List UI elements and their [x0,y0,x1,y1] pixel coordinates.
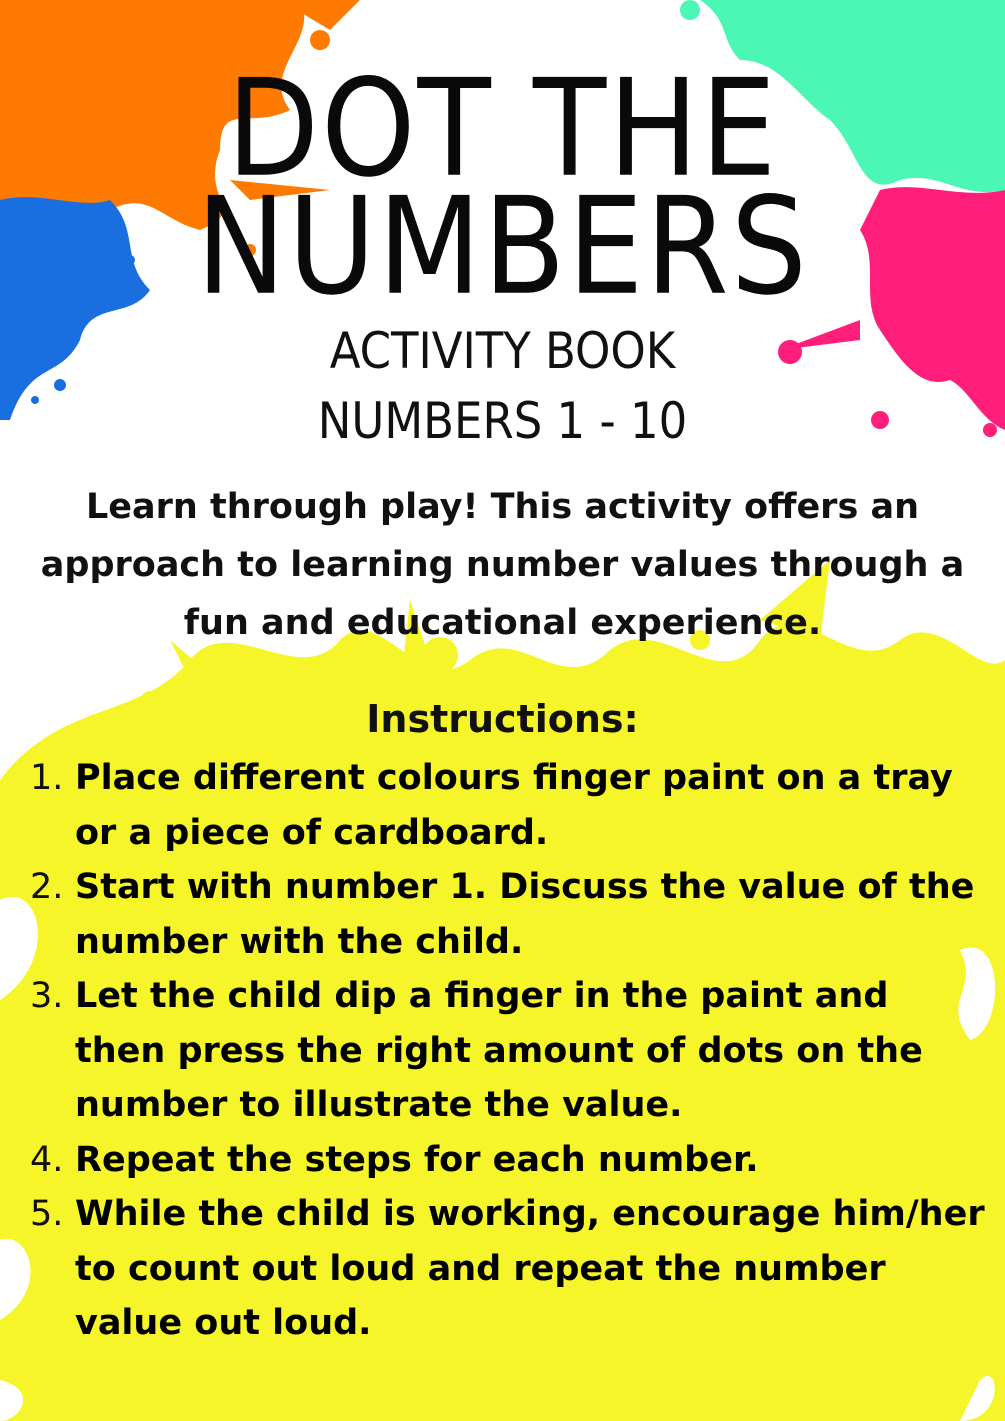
step-text: Start with number 1. Discuss the value of the number with the child. [75,867,975,962]
step-number: 2. [30,867,64,907]
subtitle-line1: ACTIVITY BOOK [329,322,676,380]
page-title-line1: DOT THE [226,51,779,208]
intro-paragraph: Learn through play! This activity offers an approach to learning number values through a fun and educational experience. [40,487,965,643]
instruction-step [30,1133,990,1188]
step-text: Place different colours finger paint on a tray or a piece of cardboard. [75,758,953,853]
instruction-step [30,969,990,1133]
step-number: 5. [30,1194,64,1234]
subtitle-line2: NUMBERS 1 - 10 [317,392,688,450]
instructions-heading: Instructions: [366,697,639,741]
step-text: While the child is working, encourage him/her to count out loud and repeat the number value out loud. [75,1194,985,1343]
instructions-list [30,751,990,1351]
step-number: 3. [30,976,64,1016]
step-number: 1. [30,758,64,798]
step-text: Repeat the steps for each number. [75,1139,759,1180]
page-title-line2: NUMBERS [196,169,809,326]
step-text: Let the child dip a finger in the paint and then press the right amount of dots on the number to illustrate the value. [75,976,923,1125]
instruction-step [30,751,990,860]
step-number: 4. [30,1139,64,1180]
instruction-step [30,1187,990,1351]
instruction-step [30,860,990,969]
